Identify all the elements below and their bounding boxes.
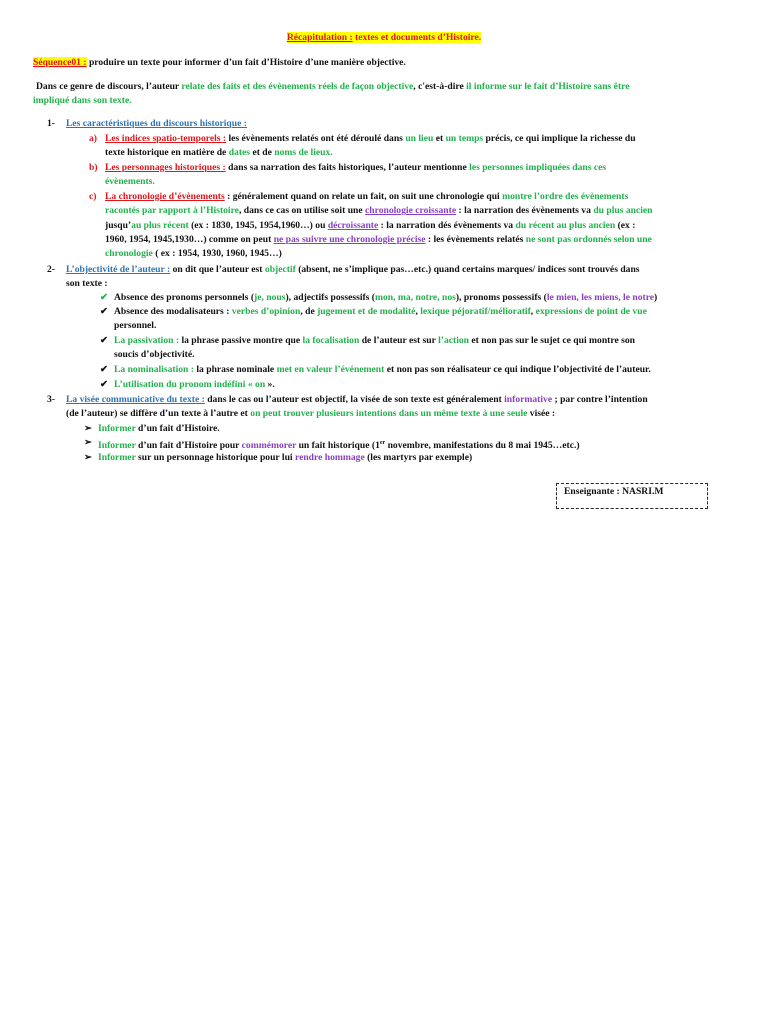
item-highlight: évènements. <box>105 176 155 188</box>
item-highlight: montre l’ordre des évènements <box>502 191 629 202</box>
item-text: , <box>530 306 536 317</box>
intro-highlight: il informe sur le fait d’Histoire sans être <box>466 81 630 92</box>
item-highlight: décroissante <box>327 219 379 231</box>
item-text: jusqu’ <box>105 219 132 231</box>
intro-text: Dans ce genre de discours, l’auteur <box>36 81 182 92</box>
item-text: , de <box>300 306 318 317</box>
item-text: : la narration dés évènements va <box>378 219 516 231</box>
item-text: sur un personnage historique pour lui <box>135 452 295 463</box>
item-highlight: le mien, les miens, le notre <box>546 292 655 303</box>
item-text: : la narration des évènements va <box>456 205 594 217</box>
checkmark-icon: ✔ <box>99 364 109 375</box>
item-highlight: Informer <box>98 423 136 434</box>
item-highlight: ne pas suivre une chronologie précise <box>273 233 426 245</box>
check-item-3 <box>99 334 739 363</box>
section-text: (de l’auteur) se diffère d’un texte à l’autre et <box>66 408 251 419</box>
arrow-bullet-icon: ➢ <box>83 452 93 463</box>
item-text: les évènements relatés ont été déroulé dans <box>226 133 406 144</box>
section-highlight: objectif <box>264 264 296 275</box>
sequence-line <box>33 56 738 70</box>
checkmark-icon: ✔ <box>99 335 109 346</box>
bullet-item-1 <box>83 422 738 436</box>
item-letter: c) <box>89 191 97 202</box>
item-highlight: La passivation : <box>114 335 180 346</box>
section-text: ; par contre l’intention <box>552 394 648 405</box>
item-highlight: rendre hommage <box>294 452 365 463</box>
item-highlight: mon, ma, notre, nos <box>375 292 456 303</box>
item-text: texte historique en matière de <box>105 147 229 159</box>
checkmark-icon: ✔ <box>99 379 109 390</box>
check-item-5 <box>99 378 739 392</box>
item-highlight: les personnes impliquées dans ces <box>469 162 607 173</box>
item-label: La chronologie d’évènements <box>105 191 225 202</box>
section-text: dans le cas ou l’auteur est objectif, la visée de son texte est généralement <box>204 394 505 405</box>
item-highlight: l’action <box>438 335 470 346</box>
item-letter: b) <box>89 162 98 173</box>
bullet-item-3 <box>83 451 738 465</box>
item-highlight: expressions de point de vue <box>535 306 647 317</box>
item-highlight: au plus récent <box>131 219 189 231</box>
check-item-2 <box>99 305 739 334</box>
check-item-1 <box>99 291 739 305</box>
item-highlight: met en valeur l’événement <box>276 364 385 375</box>
item-label: Les personnages historiques : <box>105 162 226 173</box>
item-text: ) <box>654 292 658 303</box>
arrow-bullet-icon: ➢ <box>83 423 93 434</box>
section-highlight: informative <box>504 394 553 405</box>
item-highlight: du récent au plus ancien <box>515 219 616 231</box>
section-text: on dit que l’auteur est <box>170 264 265 275</box>
item-highlight: du plus ancien <box>593 205 653 217</box>
item-text: ». <box>265 379 275 390</box>
item-text: ), adjectifs possessifs ( <box>285 292 376 303</box>
checkmark-icon: ✔ <box>99 292 109 303</box>
item-highlight: je, nous <box>254 292 286 303</box>
item-highlight: chronologie <box>105 248 153 260</box>
item-highlight: chronologie croissante <box>365 205 457 217</box>
item-text: soucis d’objectivité. <box>114 349 195 361</box>
item-text: d’un fait d’Histoire. <box>135 423 220 434</box>
item-highlight: noms de lieux. <box>274 147 333 159</box>
section-number: 3- <box>47 394 55 405</box>
section-number: 1- <box>47 118 55 129</box>
item-text: , <box>415 306 421 317</box>
item-letter: a) <box>89 133 97 144</box>
item-highlight: Informer <box>98 452 136 463</box>
item-text: Absence des modalisateurs : <box>114 306 232 317</box>
item-1b <box>89 161 739 190</box>
item-highlight: un temps <box>445 133 484 144</box>
item-1c <box>89 190 739 261</box>
title-text: textes et documents d’Histoire. <box>352 32 482 43</box>
section-highlight: on peut trouver plusieurs intentions dans un même texte à une seule <box>250 408 528 419</box>
item-text: précis, ce qui implique la richesse du <box>483 133 636 144</box>
item-highlight: lexique péjoratif/mélioratif <box>420 306 531 317</box>
section-2-intro <box>66 263 738 292</box>
page-title <box>0 31 768 45</box>
item-text: la phrase nominale <box>193 364 277 375</box>
item-text: dans sa narration des faits historiques, l’auteur mentionne <box>225 162 470 173</box>
item-text: novembre, manifestations du 8 mai 1945…etc.) <box>385 440 580 452</box>
signature-box <box>556 483 708 509</box>
item-highlight: verbes d’opinion <box>231 306 301 317</box>
item-highlight: jugement et de modalité <box>317 306 416 317</box>
item-text: Absence des pronoms personnels ( <box>114 292 255 303</box>
signature-text: Enseignante : NASRI.M <box>564 486 664 497</box>
section-text: (absent, ne s’implique pas…etc.) quand certains marques/ indices sont trouvés dans <box>295 264 640 275</box>
sequence-text: produire un texte pour informer d’un fait d’Histoire d’une manière objective. <box>86 57 406 68</box>
item-text: , dans ce cas on utilise soit une <box>238 205 366 217</box>
intro-highlight: relate des faits et des évènements réels de façon objective <box>181 81 414 92</box>
section-number: 2- <box>47 264 55 275</box>
check-item-4 <box>99 363 739 377</box>
item-text: : généralement quand on relate un fait, on suit une chronologie qui <box>224 191 503 202</box>
item-text: et <box>433 133 446 144</box>
item-text: personnel. <box>114 320 157 332</box>
section-heading: L’objectivité de l’auteur : <box>66 264 171 275</box>
item-text: un fait historique (1 <box>296 440 380 452</box>
item-highlight: un lieu <box>405 133 434 144</box>
item-text: de l’auteur est sur <box>359 335 439 346</box>
intro-paragraph <box>33 80 738 109</box>
sequence-label: Séquence01 : <box>33 57 87 68</box>
section-heading: La visée communicative du texte : <box>66 394 205 405</box>
item-text: d’un fait d’Histoire pour <box>135 440 242 452</box>
section-text: visée : <box>527 408 556 419</box>
arrow-bullet-icon: ➢ <box>83 437 93 448</box>
section-heading: Les caractéristiques du discours historique : <box>66 118 247 129</box>
item-highlight: dates <box>228 147 251 159</box>
item-highlight: racontés par rapport à l’Histoire <box>105 205 239 217</box>
item-label: Les indices spatio-temporels : <box>105 133 227 144</box>
section-3-intro-line2 <box>66 407 738 421</box>
item-text: (ex : <box>615 219 636 231</box>
item-highlight: commémorer <box>241 440 297 452</box>
title-label: Récapitulation : <box>286 32 353 43</box>
item-highlight: Informer <box>98 440 136 452</box>
item-text: (ex : 1830, 1945, 1954,1960…) ou <box>188 219 328 231</box>
item-text: et non pas sur le sujet ce qui montre son <box>469 335 635 346</box>
intro-text: , c'est-à-dire <box>413 81 467 92</box>
item-highlight: la focalisation <box>302 335 360 346</box>
item-text: la phrase passive montre que <box>179 335 303 346</box>
item-text: et non pas son réalisateur ce qui indique l’objectivité de l’auteur. <box>384 364 651 375</box>
checkmark-icon: ✔ <box>99 306 109 317</box>
intro-highlight: impliqué dans son texte. <box>33 95 132 107</box>
item-text: (les martyrs par exemple) <box>364 452 473 463</box>
item-highlight: L’utilisation du pronom indéfini « on <box>114 379 266 390</box>
item-text: ), pronoms possessifs ( <box>455 292 547 303</box>
section-text: son texte : <box>66 278 108 290</box>
item-1a <box>89 132 739 161</box>
item-text: 1960, 1954, 1945,1930…) comme on peut <box>105 233 274 245</box>
section-3-intro <box>66 393 738 407</box>
item-highlight: La nominalisation : <box>114 364 194 375</box>
item-highlight: ne sont pas ordonnés selon une <box>525 233 652 245</box>
item-text: et de <box>250 147 275 159</box>
item-text: ( ex : 1954, 1930, 1960, 1945…) <box>152 248 282 260</box>
superscript: er <box>379 440 386 446</box>
item-text: : les évènements relatés <box>425 233 526 245</box>
